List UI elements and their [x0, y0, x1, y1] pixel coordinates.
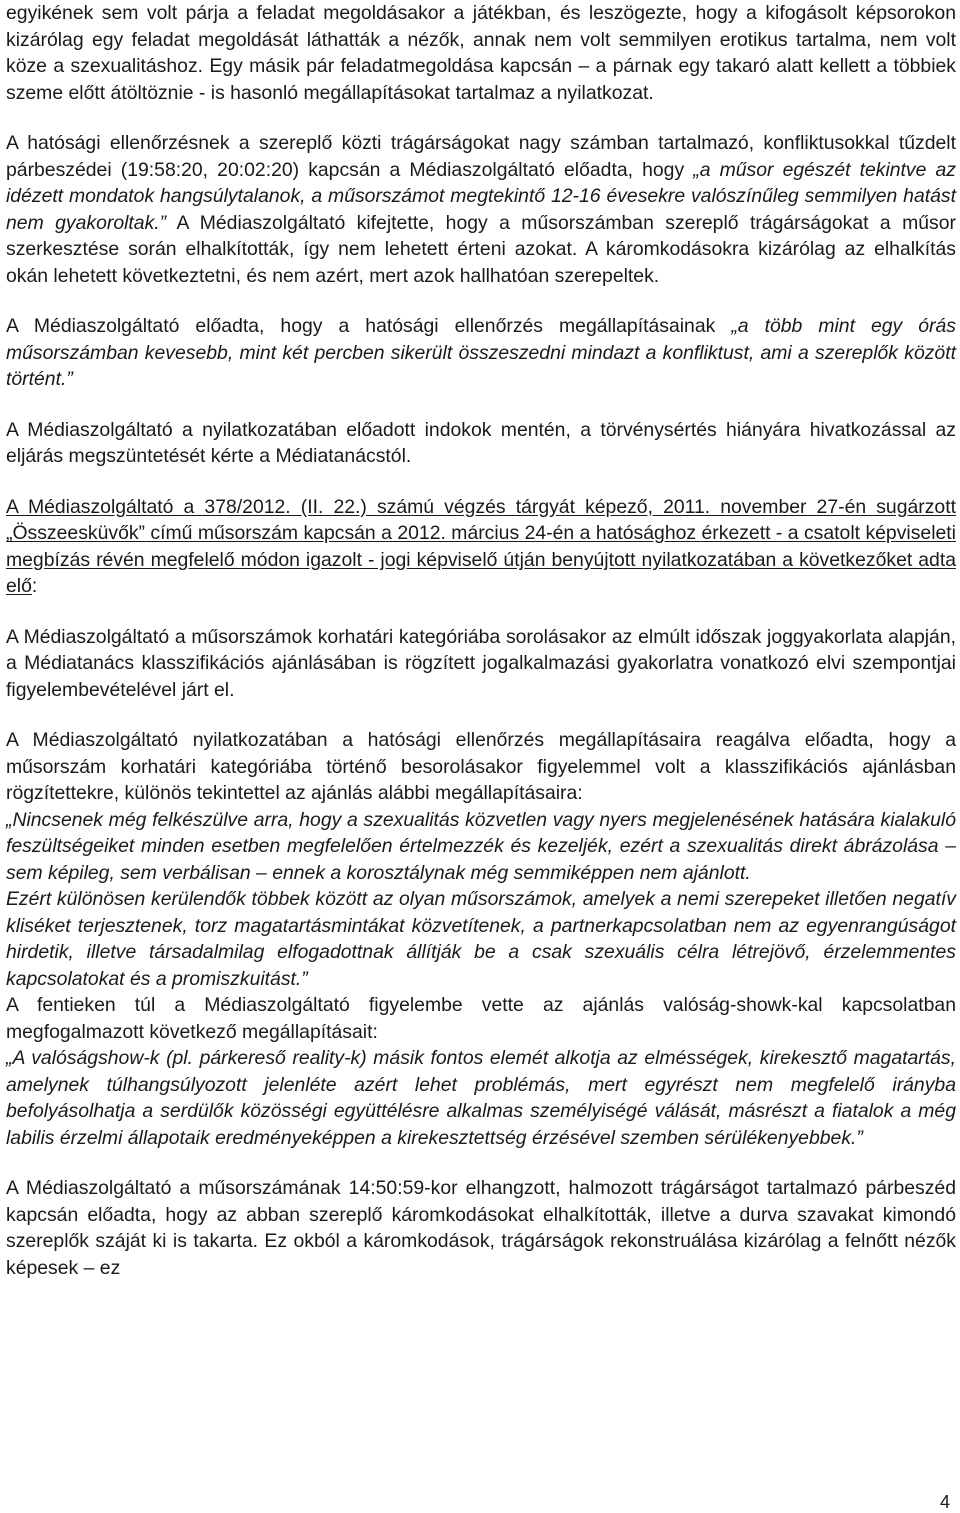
- quote-paragraph-2: [6, 886, 956, 992]
- quote-paragraph-3: [6, 1045, 956, 1151]
- paragraph-5-underlined: A Médiaszolgáltató a 378/2012. (II. 22.) számú végzés tárgyát képező, 2011. november 27-én sugárzott „Összeesküvők” című műsorszám kapcsán a 2012. március 24-én a hatósághoz érkezett - a csatolt képviseleti megbízás révén megfelelő módon igazolt - jogi képviselő útján benyújtott nyilatkozatában a következőket adta elő: [6, 495, 956, 597]
- paragraph-8: A fentieken túl a Médiaszolgáltató figyelembe vette az ajánlás valóság-showk-kal kapcsolatban megfogalmazott következő megállapításait:: [6, 994, 956, 1043]
- paragraph-1: egyikének sem volt párja a feladat megoldásakor a játékban, és leszögezte, hogy a kifogásolt képsorokon kizárólag egy feladat megoldását láthatták a nézők, annak nem volt semmilyen erotikus tartalma, nem volt köze a szexualitáshoz. Egy másik pár feladatmegoldása kapcsán – a párnak egy takaró alatt kellett a többiek szeme előtt átöltöznie - is hasonló megállapításokat tartalmaz a nyilatkozat.: [6, 2, 956, 104]
- paragraph-6: A Médiaszolgáltató a műsorszámok korhatári kategóriába sorolásakor az elmúlt időszak joggyakorlata alapján, a Médiatanács klasszifikációs ajánlásában is rögzített jogalkalmazási gyakorlatra vonatkozó elvi szempontjai figyelembevételével járt el.: [6, 625, 956, 701]
- paragraph-3: [6, 313, 956, 393]
- document-body: [6, 0, 956, 1281]
- paragraph-3-intro: A Médiaszolgáltató előadta, hogy a hatósági ellenőrzés megállapításainak: [6, 315, 732, 337]
- paragraph-2-intro: A hatósági ellenőrzésnek a szereplő közti trágárságokat nagy számban tartalmazó, konfliktusokkal tűzdelt párbeszédei (19:58:20, 20:02:20) kapcsán a Médiaszolgáltató előadta, hogy: [6, 132, 956, 181]
- paragraph-7: A Médiaszolgáltató nyilatkozatában a hatósági ellenőrzés megállapításaira reagálva előadta, hogy a műsorszám korhatári kategóriába történő besorolásakor figyelemmel volt a klasszifikációs ajánlásban rögzítettekre, különös tekintettel az ajánlás alábbi megállapításaira:: [6, 729, 956, 804]
- paragraph-2-rest: A Médiaszolgáltató kifejtette, hogy a műsorszámban szereplő trágárságokat a műsor szerkesztése során elhalkították, így nem lehetett érteni azokat. A káromkodásokra kizárólag az elhalkítás okán lehetett következtetni, és nem azért, mert azok hallhatóan szerepeltek.: [6, 211, 956, 287]
- paragraph-2: [6, 130, 956, 289]
- paragraph-9: A Médiaszolgáltató a műsorszámának 14:50:59-kor elhangzott, halmozott trágárságot tartalmazó párbeszéd kapcsán előadta, hogy az abban szereplő káromkodásokat elhalkították, illetve a durva szavakat kimondó szereplők száját ki is takarta. Ez okból a káromkodások, trágárságok rekonstruálása kizárólag a felnőtt nézők képesek – ez: [6, 1177, 956, 1279]
- paragraph-2-quote: „a műsor egészét tekintve az idézett mondatok hangsúlytalanok, a műsorszámot megtekintő 12-16 évesekre valószínűleg semmilyen hatást nem gyakoroltak.”: [6, 158, 956, 234]
- paragraph-5: [6, 494, 956, 600]
- quote-3-text: „A valóságshow-k (pl. párkereső reality-k) másik fontos elemét alkotja az elmésségek, kirekesztő magatartás, amelynek túlhangsúlyozott jelenléte azért lehet problémás, mert egyrészt nem megfelelő irányba befolyásolhatja a serdülők közösségi együttélésre alkalmas személyiségé válását, másrészt a fiatalok a még labilis érzelmi állapotaik eredményeképpen a kirekesztettség érzésével szemben sérülékenyebbek.”: [6, 1047, 956, 1149]
- quote-2-text: Ezért különösen kerülendők többek között az olyan műsorszámok, amelyek a nemi szerepeket illetően negatív kliséket terjesztenek, torz magatartásmintákat közvetítenek, a partnerkapcsolatban nem az egyenrangúságot hirdetik, illetve társadalmilag elfogadottnak állítják be a csak szexuális célra létrejövő, érzelemmentes kapcsolatokat és a promiszkuitást.”: [6, 888, 956, 990]
- quote-1-text: „Nincsenek még felkészülve arra, hogy a szexualitás közvetlen vagy nyers megjelenésének hatására kialakuló feszültségeiket minden esetben megfelelően értelmezzék és kezeljék, ezért a szexualitás direkt ábrázolása – sem képileg, sem verbálisan – ennek a korosztálynak még semmiképpen nem ajánlott.: [6, 808, 956, 884]
- paragraph-5-colon: :: [31, 575, 38, 597]
- page-number: 4: [939, 1492, 950, 1512]
- quote-paragraph-1: [6, 807, 956, 887]
- paragraph-4: A Médiaszolgáltató a nyilatkozatában előadott indokok mentén, a törvénysértés hiányára hivatkozással az eljárás megszüntetését kérte a Médiatanácstól.: [6, 418, 956, 467]
- paragraph-3-quote: „a több mint egy órás műsorszámban kevesebb, mint két percben sikerült összeszedni mindazt a konfliktust, ami a szereplők között történt.”: [6, 315, 956, 390]
